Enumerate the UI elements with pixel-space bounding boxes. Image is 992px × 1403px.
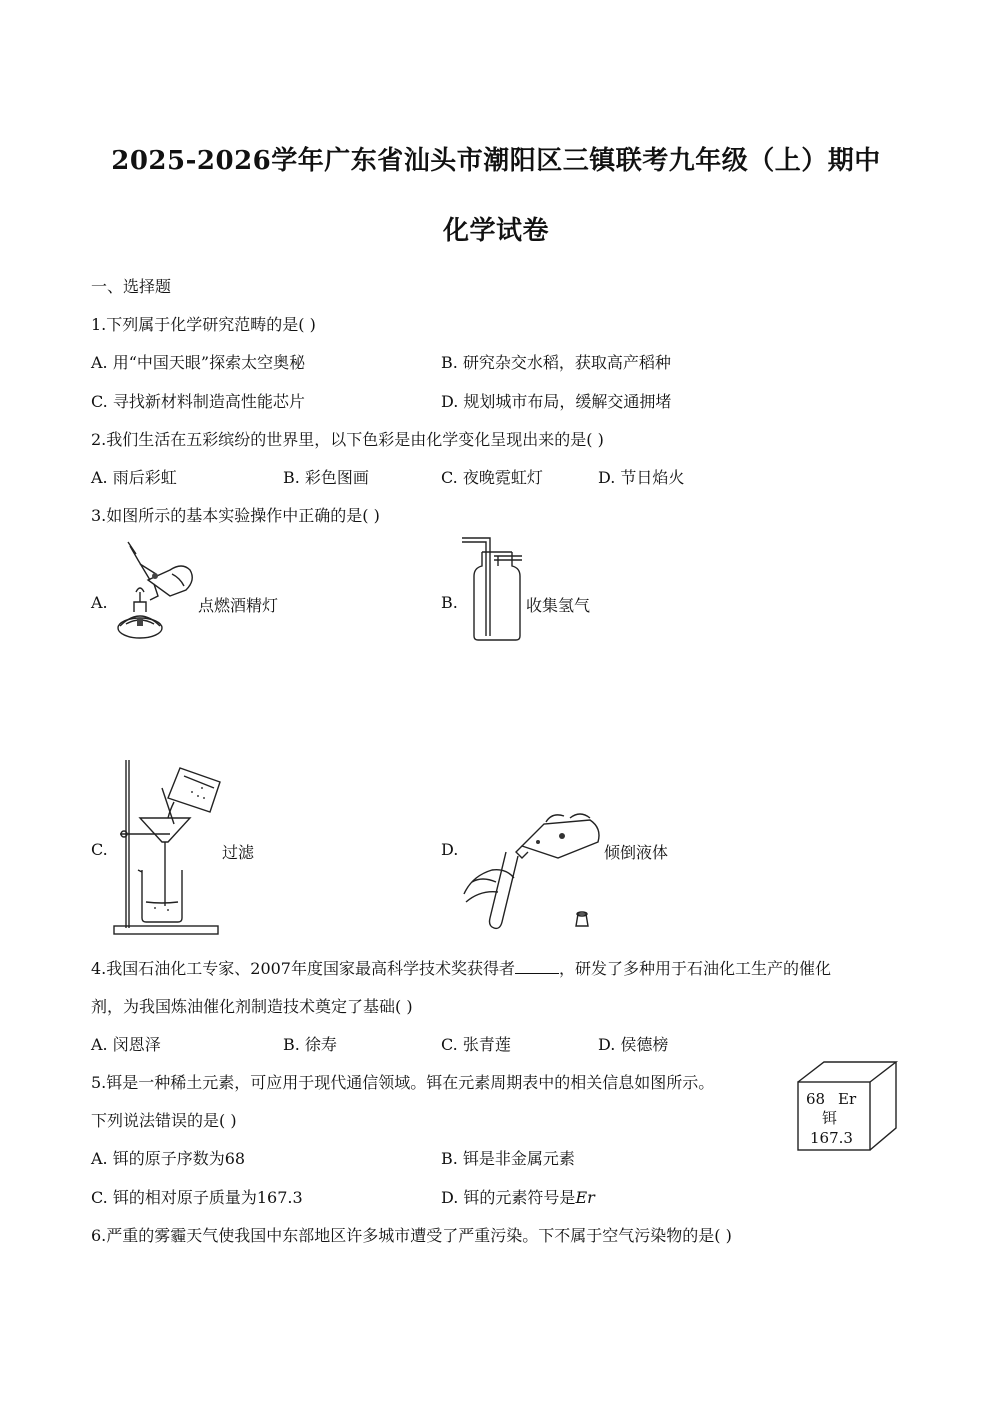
q2-option-a: A. 雨后彩虹 (91, 468, 177, 487)
q5-option-d (441, 1185, 595, 1208)
q4-option-a: A. 闵恩泽 (91, 1035, 161, 1054)
q4-stem-line2: 剂，为我国炼油催化剂制造技术奠定了基础( ) (91, 997, 413, 1016)
q3-option-d-letter: D. (441, 840, 459, 859)
q5-option-d-symbol: Er (575, 1188, 595, 1207)
gas-collection-bottle-figure (460, 536, 530, 644)
section-heading: 一、选择题 (91, 277, 172, 296)
q1-option-c: C. 寻找新材料制造高性能芯片 (91, 392, 305, 411)
q3-option-d-caption: 倾倒液体 (604, 843, 669, 862)
q1-stem: 1.下列属于化学研究范畴的是( ) (91, 315, 316, 334)
q4-stem-pre: 4.我国石油化工专家、2007年度国家最高科学技术奖获得者 (91, 959, 515, 978)
filtration-setup-figure (110, 758, 225, 938)
element-symbol: Er (838, 1090, 857, 1108)
q2-stem: 2.我们生活在五彩缤纷的世界里，以下色彩是由化学变化呈现出来的是( ) (91, 430, 604, 449)
q3-option-b-caption: 收集氢气 (526, 596, 591, 615)
q5-option-d-text: D. 铒的元素符号是 (441, 1188, 576, 1207)
q3-option-a-caption: 点燃酒精灯 (198, 596, 279, 615)
q4-stem-post: ，研发了多种用于石油化工生产的催化 (559, 959, 832, 978)
q4-option-b: B. 徐寿 (283, 1035, 337, 1054)
q5-option-a: A. 铒的原子序数为68 (91, 1149, 246, 1168)
q6-stem: 6.严重的雾霾天气使我国中东部地区许多城市遭受了严重污染。下不属于空气污染物的是( ) (91, 1226, 732, 1245)
element-number: 68 (806, 1090, 826, 1108)
q2-option-c: C. 夜晚霓虹灯 (441, 468, 543, 487)
q1-option-b: B. 研究杂交水稻，获取高产稻种 (441, 353, 671, 372)
pouring-liquid-figure (462, 806, 607, 936)
q5-stem-line2: 下列说法错误的是( ) (91, 1111, 237, 1130)
q4-option-d: D. 侯德榜 (598, 1035, 669, 1054)
exam-title-line2: 化学试卷 (442, 216, 549, 246)
q3-option-c-caption: 过滤 (222, 843, 255, 862)
q5-stem-line1: 5.铒是一种稀土元素，可应用于现代通信领域。铒在元素周期表中的相关信息如图所示。 (91, 1073, 715, 1092)
q2-option-b: B. 彩色图画 (283, 468, 369, 487)
q3-option-c-letter: C. (91, 840, 108, 859)
exam-title-line1: 2025-2026学年广东省汕头市潮阳区三镇联考九年级（上）期中 (111, 146, 881, 176)
q2-option-d: D. 节日焰火 (598, 468, 685, 487)
q3-stem: 3.如图所示的基本实验操作中正确的是( ) (91, 506, 380, 525)
q4-option-c: C. 张青莲 (441, 1035, 511, 1054)
q1-option-a: A. 用“中国天眼”探索太空奥秘 (91, 353, 306, 372)
q5-option-b: B. 铒是非金属元素 (441, 1149, 575, 1168)
q3-option-b-letter: B. (441, 593, 458, 612)
q4-stem-line1 (91, 956, 831, 979)
element-mass: 167.3 (810, 1129, 853, 1147)
element-name: 铒 (822, 1109, 838, 1127)
element-card-figure (796, 1060, 900, 1152)
q1-option-d: D. 规划城市布局，缓解交通拥堵 (441, 392, 672, 411)
answer-blank (515, 957, 559, 974)
q3-option-a-letter: A. (91, 593, 108, 612)
alcohol-lamp-figure (110, 540, 200, 645)
q5-option-c: C. 铒的相对原子质量为167.3 (91, 1188, 303, 1207)
